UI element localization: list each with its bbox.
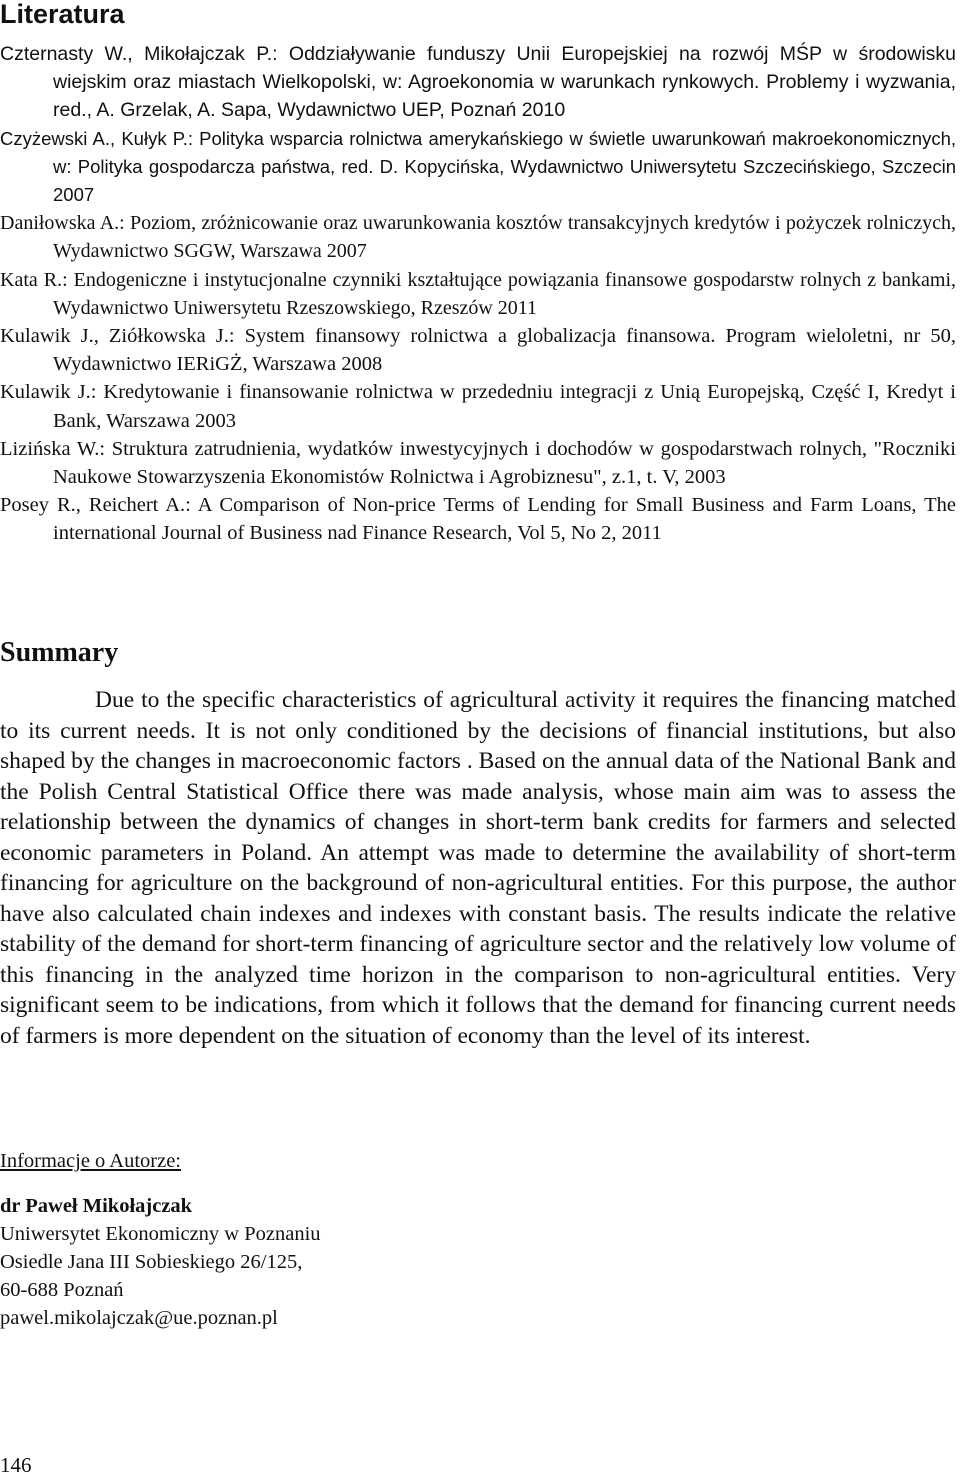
author-address-line2: 60-688 Poznań [0,1279,124,1301]
reference-item: Czyżewski A., Kułyk P.: Polityka wsparcia rolnictwa amerykańskiego w świetle uwarunkowań makroekonomicznych, w: Polityka gospodarcza państwa, red. D. Kopycińska, Wydawnictwo Uniwersytetu Szczecińskiego, Szczecin 2007 [0,127,956,206]
reference-item: Daniłowska A.: Poziom, zróżnicowanie oraz uwarunkowania kosztów transakcyjnych kredytów i pożyczek rolniczych, Wydawnictwo SGGW, Warszawa 2007 [0,212,956,263]
author-block [0,1192,321,1332]
literature-heading: Literatura [0,0,125,29]
summary-paragraph: Due to the specific characteristics of agricultural activity it requires the financing matched to its current needs. It is not only conditioned by the decisions of financial institutions, but also shaped by the changes in macroeconomic factors . Based on the annual data of the National Bank and the Polish Central Statistical Office there was made analysis, whose main aim was to assess the relationship between the dynamics of changes in short-term bank credits for farmers and selected economic parameters in Poland. An attempt was made to determine the availability of short-term financing for agriculture on the background of non-agricultural entities. For this purpose, the author have also calculated chain indexes and indexes with constant basis. The results indicate the relative stability of the demand for short-term financing of agriculture sector and the relatively low volume of this financing in the analyzed time horizon in the comparison to non-agricultural entities. Very significant seem to be indications, from which it follows that the demand for financing current needs of farmers is more dependent on the situation of economy than the level of its interest. [0,687,956,1049]
summary-heading: Summary [0,637,119,668]
reference-item: Czternasty W., Mikołajczak P.: Oddziaływanie funduszy Unii Europejskiej na rozwój MŚP w środowisku wiejskim oraz miastach Wielkopolski, w: Agroekonomia w warunkach rynkowych. Problemy i wyzwania, red., A. Grzelak, A. Sapa, Wydawnictwo UEP, Poznań 2010 [0,43,956,122]
page-number: 146 [0,1453,32,1477]
reference-item: Lizińska W.: Struktura zatrudnienia, wydatków inwestycyjnych i dochodów w gospodarstwach rolnych, "Roczniki Naukowe Stowarzyszenia Ekonomistów Rolnictwa i Agrobiznesu", z.1, t. V, 2003 [0,437,956,489]
reference-item: Kulawik J.: Kredytowanie i finansowanie rolnictwa w przededniu integracji z Unią Europejską, Część I, Kredyt i Bank, Warszawa 2003 [0,381,956,432]
reference-item: Kulawik J., Ziółkowska J.: System finansowy rolnictwa a globalizacja finansowa. Program wieloletni, nr 50, Wydawnictwo IERiGŻ, Warszawa 2008 [0,325,956,376]
author-email: pawel.mikolajczak@ue.poznan.pl [0,1307,278,1329]
reference-item: Kata R.: Endogeniczne i instytucjonalne czynniki kształtujące powiązania finansowe gospodarstw rolnych z bankami, Wydawnictwo Uniwersytetu Rzeszowskiego, Rzeszów 2011 [0,268,956,319]
author-affiliation: Uniwersytet Ekonomiczny w Poznaniu [0,1223,321,1245]
reference-list [0,40,956,548]
author-info-label: Informacje o Autorze: [0,1150,182,1172]
author-address-line1: Osiedle Jana III Sobieskiego 26/125, [0,1251,303,1273]
reference-item: Posey R., Reichert A.: A Comparison of Non-price Terms of Lending for Small Business and Farm Loans, The international Journal of Business nad Finance Research, Vol 5, No 2, 2011 [0,494,956,545]
author-name: dr Paweł Mikołajczak [0,1195,193,1217]
